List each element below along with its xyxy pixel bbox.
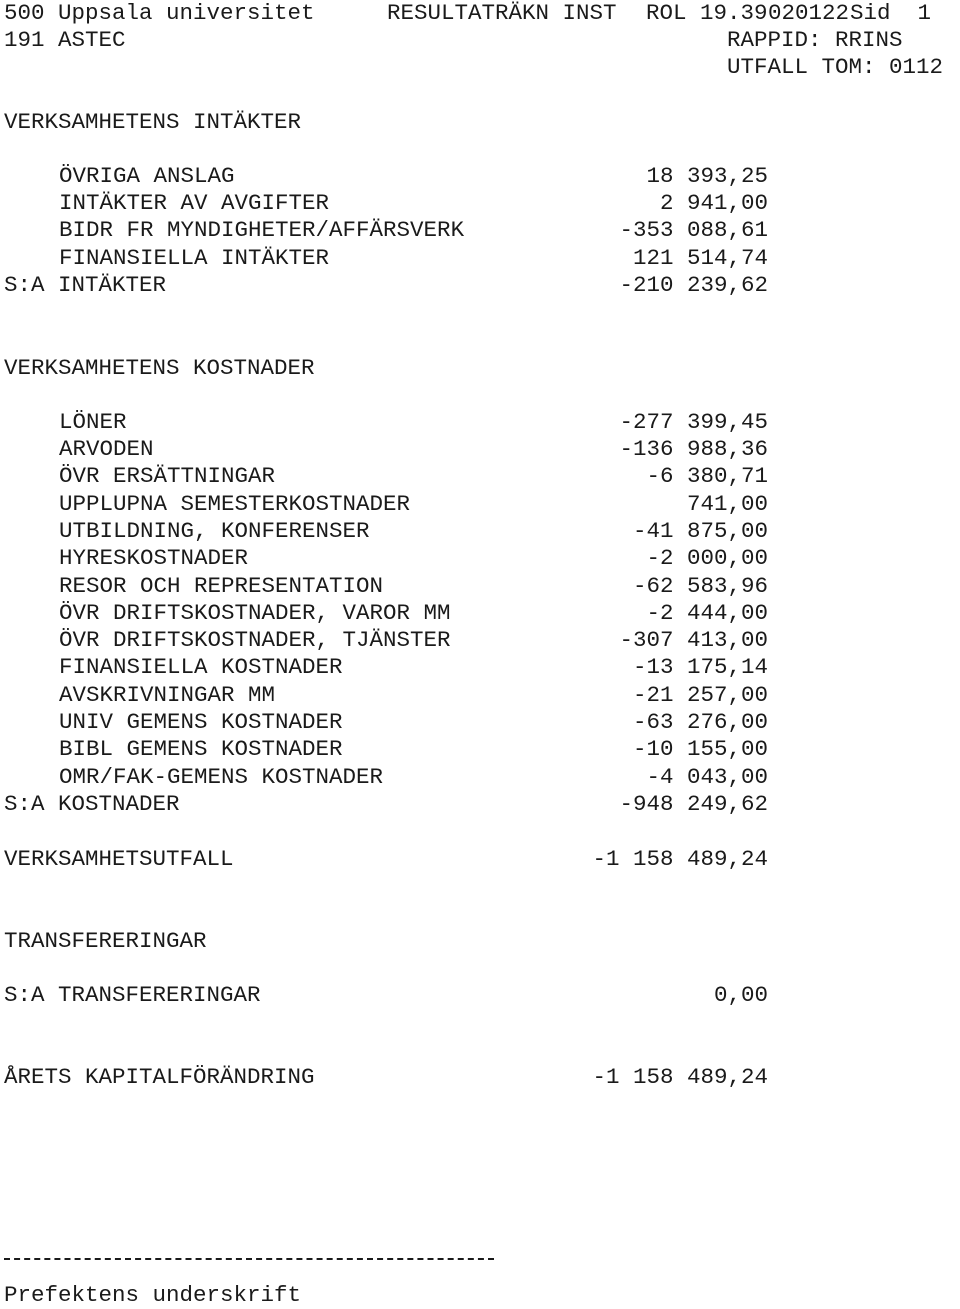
income-total-value: -210 239,62 (619, 272, 768, 298)
cost-row-label: FINANSIELLA KOSTNADER (59, 654, 343, 680)
cost-row-value: -10 155,00 (632, 736, 768, 762)
income-row-label: BIDR FR MYNDIGHETER/AFFÄRSVERK (59, 217, 465, 243)
page-number: Sid 1 (850, 0, 932, 26)
income-row-value: 18 393,25 (646, 163, 768, 189)
cost-row-label: UPPLUPNA SEMESTERKOSTNADER (59, 491, 411, 517)
operating-result-value: -1 158 489,24 (592, 846, 768, 872)
unit-name: 191 ASTEC (4, 27, 126, 53)
signature-label: Prefektens underskrift (4, 1282, 302, 1308)
report-title: RESULTATRÄKN INST (387, 0, 617, 26)
cost-row-label: ARVODEN (59, 436, 154, 462)
cost-row-label: HYRESKOSTNADER (59, 545, 249, 571)
report-version: ROL 19.39 (646, 0, 768, 26)
cost-row-value: -307 413,00 (619, 627, 768, 653)
income-row-value: 2 941,00 (659, 190, 768, 216)
annual-capital-change-label: ÅRETS KAPITALFÖRÄNDRING (4, 1064, 315, 1090)
signature-line (4, 1258, 494, 1260)
income-heading: VERKSAMHETENS INTÄKTER (4, 109, 302, 135)
cost-row-value: -21 257,00 (632, 682, 768, 708)
cost-row-label: LÖNER (59, 409, 127, 435)
period: UTFALL TOM: 0112 (727, 54, 944, 80)
cost-row-label: OMR/FAK-GEMENS KOSTNADER (59, 764, 384, 790)
income-total-label: S:A INTÄKTER (4, 272, 167, 298)
cost-row-value: -6 380,71 (646, 463, 768, 489)
cost-row-value: 741,00 (686, 491, 768, 517)
report-date: 020122 (768, 0, 850, 26)
transfers-total-value: 0,00 (713, 982, 768, 1008)
cost-row-value: -136 988,36 (619, 436, 768, 462)
annual-capital-change-value: -1 158 489,24 (592, 1064, 768, 1090)
cost-row-value: -277 399,45 (619, 409, 768, 435)
cost-row-value: -4 043,00 (646, 764, 768, 790)
income-row-label: ÖVRIGA ANSLAG (59, 163, 235, 189)
costs-total-value: -948 249,62 (619, 791, 768, 817)
transfers-total-label: S:A TRANSFERERINGAR (4, 982, 261, 1008)
cost-row-label: RESOR OCH REPRESENTATION (59, 573, 384, 599)
cost-row-label: UTBILDNING, KONFERENSER (59, 518, 370, 544)
cost-row-label: ÖVR DRIFTSKOSTNADER, VAROR MM (59, 600, 451, 626)
cost-row-value: -63 276,00 (632, 709, 768, 735)
costs-total-label: S:A KOSTNADER (4, 791, 180, 817)
org-name: 500 Uppsala universitet (4, 0, 315, 26)
rappid: RAPPID: RRINS (727, 27, 903, 53)
cost-row-value: -13 175,14 (632, 654, 768, 680)
cost-row-value: -2 000,00 (646, 545, 768, 571)
cost-row-label: BIBL GEMENS KOSTNADER (59, 736, 343, 762)
operating-result-label: VERKSAMHETSUTFALL (4, 846, 234, 872)
income-row-value: 121 514,74 (632, 245, 768, 271)
cost-row-label: ÖVR ERSÄTTNINGAR (59, 463, 276, 489)
cost-row-label: UNIV GEMENS KOSTNADER (59, 709, 343, 735)
income-row-label: INTÄKTER AV AVGIFTER (59, 190, 330, 216)
cost-row-value: -41 875,00 (632, 518, 768, 544)
cost-row-label: ÖVR DRIFTSKOSTNADER, TJÄNSTER (59, 627, 451, 653)
income-row-label: FINANSIELLA INTÄKTER (59, 245, 330, 271)
income-row-value: -353 088,61 (619, 217, 768, 243)
cost-row-label: AVSKRIVNINGAR MM (59, 682, 276, 708)
transfers-heading: TRANSFERERINGAR (4, 928, 207, 954)
cost-row-value: -2 444,00 (646, 600, 768, 626)
costs-heading: VERKSAMHETENS KOSTNADER (4, 355, 315, 381)
cost-row-value: -62 583,96 (632, 573, 768, 599)
